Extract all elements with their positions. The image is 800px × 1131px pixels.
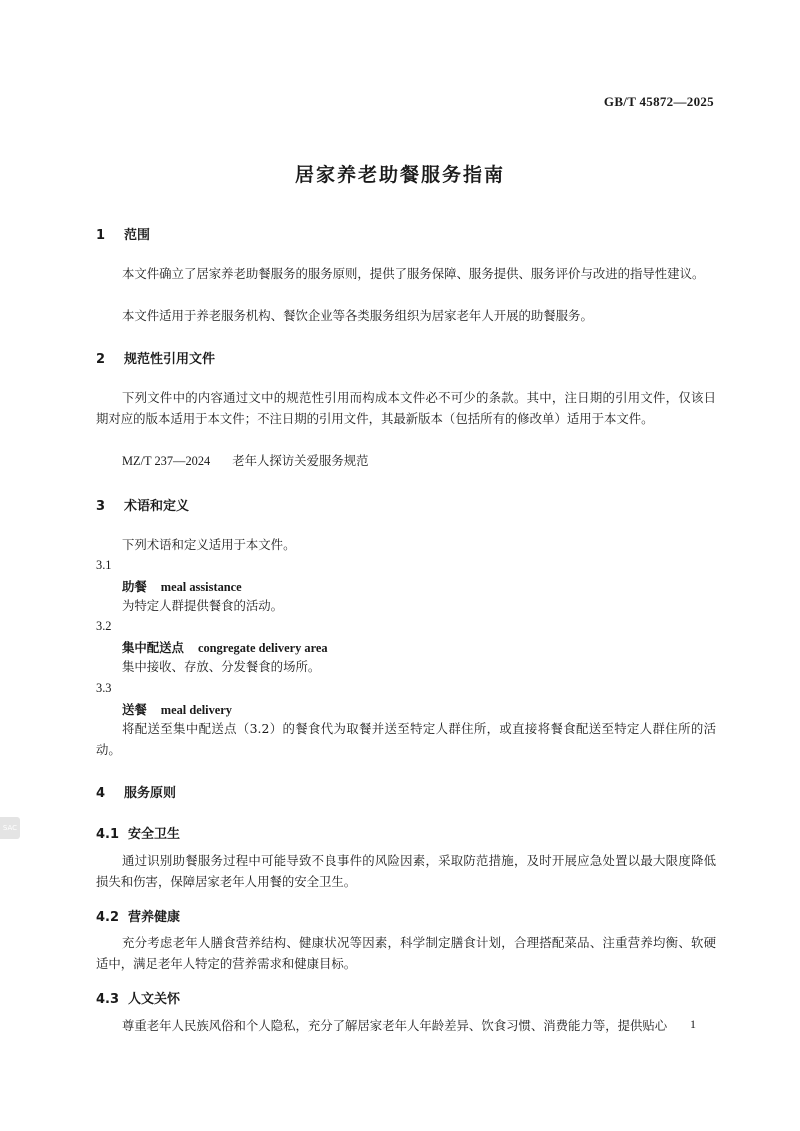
section-4-heading xyxy=(96,782,176,801)
term-zh: 集中配送点 xyxy=(122,640,184,655)
section-number: 1 xyxy=(96,228,106,243)
subsection-number: 4.2 xyxy=(96,910,120,925)
section-2-heading xyxy=(96,348,215,367)
term-definition: 将配送至集中配送点（3.2）的餐食代为取餐并送至特定人群住所，或直接将餐食配送至特定人群住所的活动。 xyxy=(96,721,716,757)
term-entry xyxy=(122,577,242,595)
subsection-4-1-heading xyxy=(96,823,180,842)
reference-title: 老年人探访关爱服务规范 xyxy=(232,453,369,468)
section-2-paragraph-1: 下列文件中的内容通过文中的规范性引用而构成本文件必不可少的条款。其中，注日期的引用文件，仅该日期对应的版本适用于本文件；不注日期的引用文件，其最新版本（包括所有的修改单）适用于本文件。 xyxy=(96,390,716,426)
subsection-title: 人文关怀 xyxy=(128,992,181,1007)
term-en: meal assistance xyxy=(160,580,242,594)
section-3-intro: 下列术语和定义适用于本文件。 xyxy=(122,537,296,552)
section-title: 规范性引用文件 xyxy=(124,352,216,367)
sac-watermark: SAC xyxy=(0,817,20,839)
subsection-title: 营养健康 xyxy=(128,910,181,925)
term-en: congregate delivery area xyxy=(197,641,328,655)
term-definition: 集中接收、存放、分发餐食的场所。 xyxy=(122,659,321,674)
section-1-paragraph-1: 本文件确立了居家养老助餐服务的服务原则，提供了服务保障、服务提供、服务评价与改进的指导性建议。 xyxy=(122,266,705,281)
subsection-4-2-paragraph: 充分考虑老年人膳食营养结构、健康状况等因素，科学制定膳食计划，合理搭配菜品、注重营养均衡、软硬适中，满足老年人特定的营养需求和健康目标。 xyxy=(96,935,716,971)
term-number: 3.1 xyxy=(96,558,112,572)
document-title: 居家养老助餐服务指南 xyxy=(294,164,505,186)
section-number: 2 xyxy=(96,352,106,367)
term-number: 3.2 xyxy=(96,619,112,633)
reference-code: MZ/T 237—2024 xyxy=(122,454,211,468)
page-number: 1 xyxy=(690,1017,696,1031)
subsection-title: 安全卫生 xyxy=(128,827,181,842)
term-zh: 送餐 xyxy=(122,702,147,717)
subsection-4-2-heading xyxy=(96,906,180,925)
section-1-heading xyxy=(96,224,150,243)
subsection-4-3-heading xyxy=(96,988,180,1007)
section-title: 术语和定义 xyxy=(124,499,190,514)
term-en: meal delivery xyxy=(160,703,233,717)
section-title: 服务原则 xyxy=(124,786,177,801)
subsection-number: 4.3 xyxy=(96,992,120,1007)
section-3-heading xyxy=(96,495,189,514)
term-entry xyxy=(122,638,328,656)
section-title: 范围 xyxy=(124,228,151,243)
term-number: 3.3 xyxy=(96,681,112,695)
subsection-4-3-paragraph: 尊重老年人民族风俗和个人隐私，充分了解居家老年人年龄差异、饮食习惯、消费能力等，提供贴心 xyxy=(122,1018,668,1033)
subsection-4-1-paragraph: 通过识别助餐服务过程中可能导致不良事件的风险因素，采取防范措施，及时开展应急处置以最大限度降低损失和伤害，保障居家老年人用餐的安全卫生。 xyxy=(96,853,716,889)
section-number: 4 xyxy=(96,786,106,801)
section-1-paragraph-2: 本文件适用于养老服务机构、餐饮企业等各类服务组织为居家老年人开展的助餐服务。 xyxy=(122,308,593,323)
section-number: 3 xyxy=(96,499,106,514)
term-zh: 助餐 xyxy=(122,579,147,594)
standard-number: GB/T 45872—2025 xyxy=(603,94,714,109)
term-definition: 为特定人群提供餐食的活动。 xyxy=(122,598,284,613)
subsection-number: 4.1 xyxy=(96,827,120,842)
normative-reference xyxy=(122,450,369,472)
term-entry xyxy=(122,700,232,718)
